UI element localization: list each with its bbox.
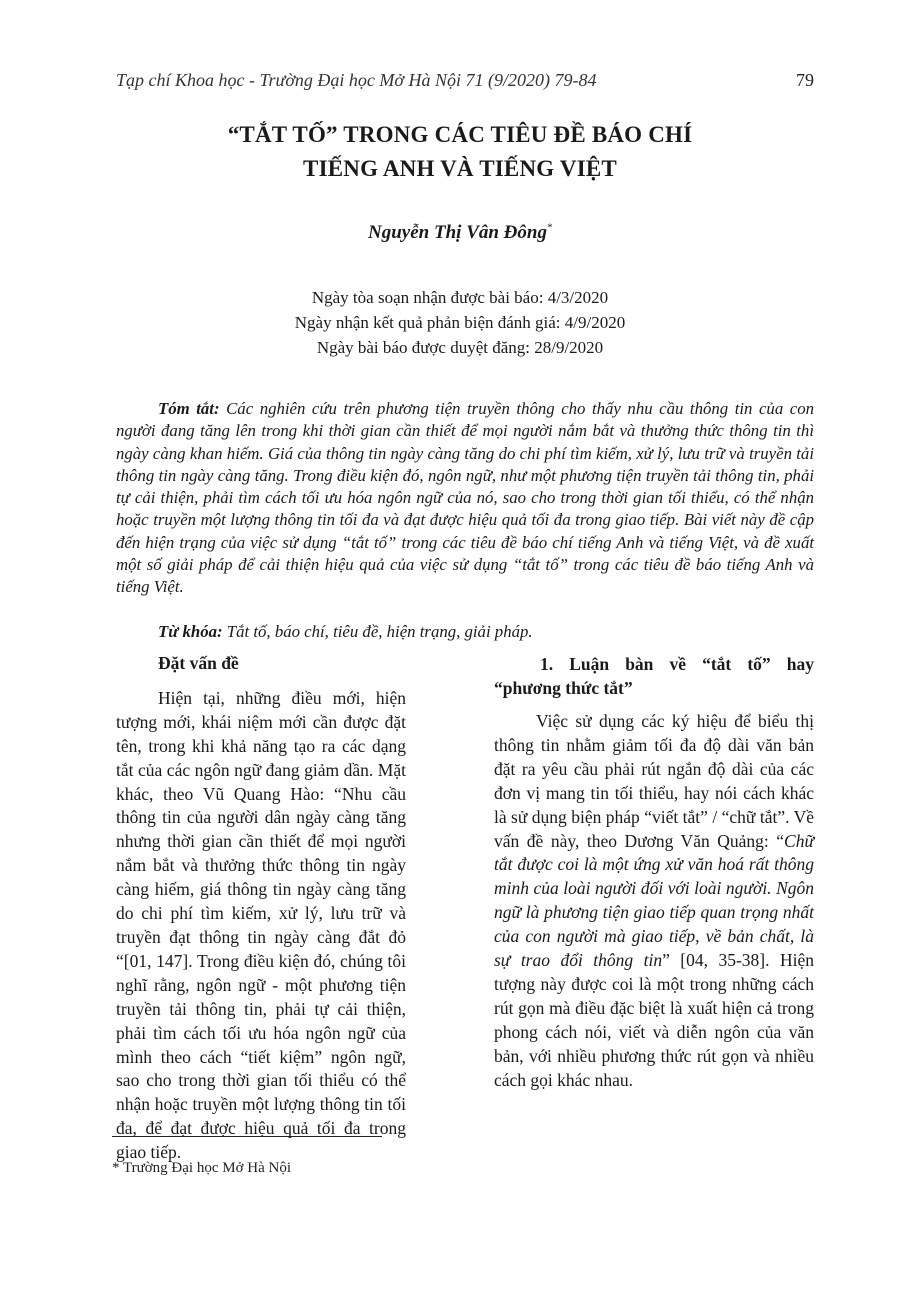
introduction-paragraph: Hiện tại, những điều mới, hiện tượng mới, khái niệm mới cần được đặt tên, trong khi khả năng tạo ra các dạng tắt của các ngôn ngữ đang giảm dần. Mặt khác, theo Vũ Quang Hào: “Nhu cầu thông tin của người dân ngày càng tăng nhưng thời gian cần thiết để mọi người nắm bắt và thưởng thức thông tin ngày càng hiếm, giá thông tin ngày càng tăng do chi phí tìm kiếm, xử lý, lưu trữ và truyền đạt thông tin ngày càng đắt đỏ “[01, 147]. Trong điều kiện đó, chúng tôi nghĩ rằng, ngôn ngữ - một phương tiện truyền tải thông tin, phải tự cải thiện, phải tìm cách tối ưu hóa ngôn ngữ của mình theo cách “tiết kiệm” ngôn ngữ, sao cho trong thời gian tối thiểu có thể nhận hoặc truyền một lượng thông tin tối đa, để đạt được hiệu quả tối đa trong giao tiếp. [116, 687, 406, 1163]
section-1-text-end: ” [04, 35-38]. Hiện tượng này được coi là một trong những cách rút gọn mà điều đặc biệt là xuất hiện cả trong phong cách nói, viết và diễn ngôn của văn bản, với nhiều phương thức rút gọn và nhiều cách gọi khác nhau. [494, 950, 814, 1090]
article-title [0, 118, 920, 186]
date-received: Ngày tòa soạn nhận được bài báo: 4/3/2020 [311, 288, 609, 307]
title-line-1: “TẮT TỐ” TRONG CÁC TIÊU ĐỀ BÁO CHÍ [227, 122, 693, 147]
keywords-label: Từ khóa: [158, 622, 223, 641]
page-number: 79 [796, 70, 814, 90]
section-1-text-start: Việc sử dụng các ký hiệu để biểu thị thông tin nhằm giảm tối đa độ dài văn bản đặt ra yêu cầu phải rút ngắn độ dài của các đơn vị mang tin tối thiểu, hay nói cách khác là sử dụng biện pháp “viết tắt” / “chữ tắt”. Về vấn đề này, theo Dương Văn Quảng: “ [494, 711, 814, 851]
submission-dates [0, 285, 920, 360]
author-line [0, 222, 920, 244]
author-name: Nguyễn Thị Vân Đông [368, 222, 547, 243]
footnote: * Trường Đại học Mở Hà Nội [112, 1160, 291, 1176]
running-header: Tạp chí Khoa học - Trường Đại học Mở Hà Nội 71 (9/2020) 79-84 [116, 70, 597, 90]
title-line-2: TIẾNG ANH VÀ TIẾNG VIỆT [303, 156, 617, 181]
keywords-text: Tắt tố, báo chí, tiêu đề, hiện trạng, giải pháp. [222, 622, 533, 641]
abstract-label: Tóm tắt: [158, 399, 220, 418]
abstract [116, 398, 814, 599]
keywords [116, 622, 814, 642]
right-column [494, 652, 814, 1093]
date-reviewed: Ngày nhận kết quả phản biện đánh giá: 4/9/2020 [294, 313, 626, 332]
left-column [116, 652, 406, 1165]
author-footnote-marker: * [546, 222, 552, 234]
section-heading-1: 1. Luận bàn về “tắt tố” hay “phương thức tắt” [494, 654, 814, 698]
abstract-text: Các nghiên cứu trên phương tiện truyền thông cho thấy nhu cầu thông tin của con người đang tăng lên trong khi thời gian cần thiết để mọi người nắm bắt và thưởng thức thông tin thì ngày càng khan hiếm. Giá của thông tin ngày càng tăng do chi phí tìm kiếm, xử lý, lưu trữ và truyền tải thông tin ngày càng tăng. Trong điều kiện đó, ngôn ngữ, như một phương tiện truyền tải thông tin, phải tự cải thiện, phải tìm cách tối ưu hóa ngôn ngữ của nó, sao cho trong thời gian tối thiểu, có thể nhận hoặc truyền một lượng thông tin tối đa và đạt được hiệu quả tối đa trong giao tiếp. Bài viết này đề cập đến hiện trạng của việc sử dụng “tắt tố” trong các tiêu đề báo chí tiếng Anh và tiếng Việt, và đề xuất một số giải pháp để cải thiện hiệu quả của việc sử dụng “tắt tố” trong các tiêu đề báo tiếng Anh và tiếng Việt. [116, 399, 814, 597]
section-1-quote: Chữ tắt được coi là một ứng xử văn hoá rất thông minh của loài người đối với loài người. Ngôn ngữ là phương tiện giao tiếp quan trọng nhất của con người mà giao tiếp, về bản chất, là sự trao đổi thông tin [494, 830, 814, 971]
section-heading-introduction: Đặt vấn đề [158, 653, 239, 673]
date-accepted: Ngày bài báo được duyệt đăng: 28/9/2020 [316, 338, 604, 357]
section-1-paragraph [494, 710, 814, 1093]
footnote-divider [112, 1136, 382, 1137]
